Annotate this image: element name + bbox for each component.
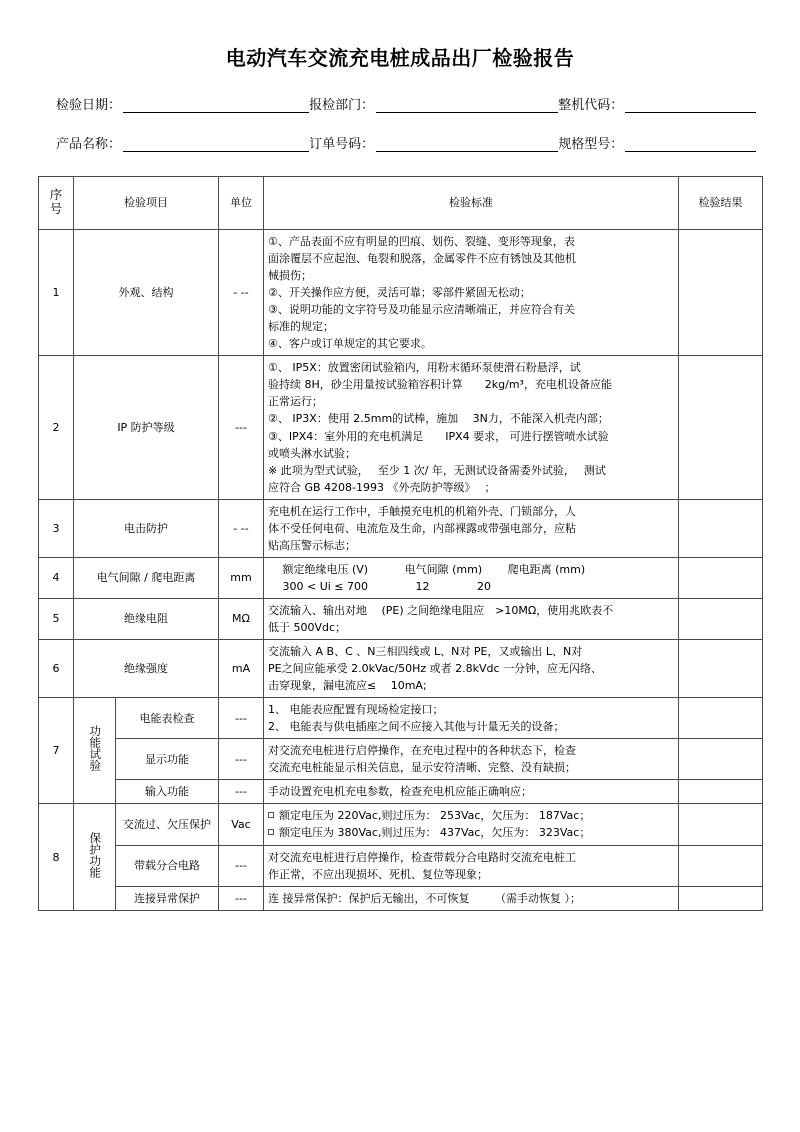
field-blank-line[interactable] bbox=[376, 137, 558, 152]
field-order-number[interactable] bbox=[309, 137, 558, 152]
subrow-unit: --- bbox=[219, 886, 264, 910]
subrow-item: 交流过、欠压保护 bbox=[116, 804, 219, 845]
meta-row-1 bbox=[56, 98, 756, 113]
row-standard bbox=[264, 499, 679, 557]
column-header-result: 检验结果 bbox=[679, 177, 763, 230]
standard-line: 标准的规定； bbox=[268, 320, 334, 334]
row-result[interactable] bbox=[679, 557, 763, 598]
subrow-unit: --- bbox=[219, 780, 264, 804]
subrow-result[interactable] bbox=[679, 780, 763, 804]
checkbox-label: 额定电压为 380Vac,则过压为： 437Vac，欠压为： 323Vac； bbox=[279, 826, 591, 840]
table-row bbox=[39, 780, 763, 804]
table-head bbox=[39, 177, 763, 230]
inspection-table bbox=[38, 176, 763, 911]
group-label-vertical: 保护功能 bbox=[88, 831, 103, 878]
row-number: 2 bbox=[39, 356, 74, 499]
row-standard bbox=[264, 230, 679, 356]
subrow-result[interactable] bbox=[679, 698, 763, 739]
standard-line: 1、 电能表应配置有现场检定接口； bbox=[268, 703, 444, 717]
row-item: 绝缘电阻 bbox=[74, 598, 219, 639]
table-row bbox=[39, 557, 763, 598]
subrow-unit: --- bbox=[219, 739, 264, 780]
standard-line: 充电机在运行工作中，手触摸充电机的机箱外壳、门锁部分，人 bbox=[268, 504, 576, 518]
row-unit: mm bbox=[219, 557, 264, 598]
row-unit: - -- bbox=[219, 230, 264, 356]
standard-line: 验持续 8H，砂尘用量按试验箱容积计算 2kg/m³，充电机设备应能 bbox=[268, 378, 612, 392]
subrow-standard bbox=[264, 886, 679, 910]
table-row bbox=[39, 804, 763, 845]
row-number: 4 bbox=[39, 557, 74, 598]
subrow-result[interactable] bbox=[679, 886, 763, 910]
checkbox-icon[interactable] bbox=[268, 829, 274, 835]
subrow-item: 显示功能 bbox=[116, 739, 219, 780]
field-inspection-date[interactable] bbox=[56, 98, 309, 113]
field-label: 检验日期： bbox=[56, 98, 122, 113]
table-row bbox=[39, 230, 763, 356]
standard-line: 交流输入 A B、C 、N三相四线或 L、N对 PE，又或输出 L、N对 bbox=[268, 645, 583, 659]
field-blank-line[interactable] bbox=[625, 137, 756, 152]
standard-line: PE之间应能承受 2.0kVac/50Hz 或者 2.8kVdc 一分钟，应无闪络、 bbox=[268, 662, 603, 676]
table-row bbox=[39, 499, 763, 557]
subrow-item: 带载分合电路 bbox=[116, 845, 219, 886]
standard-line: 低于 500Vdc； bbox=[268, 620, 347, 634]
field-product-name[interactable] bbox=[56, 137, 309, 152]
subrow-standard bbox=[264, 780, 679, 804]
inspection-table-wrapper bbox=[38, 176, 762, 911]
row-group-label bbox=[74, 698, 116, 804]
row-item: 绝缘强度 bbox=[74, 640, 219, 698]
standard-line: ③、IPX4：室外用的充电机满足 IPX4 要求， 可进行摆管喷水试验 bbox=[268, 429, 609, 443]
row-item: 电击防护 bbox=[74, 499, 219, 557]
row-result[interactable] bbox=[679, 640, 763, 698]
checkbox-line bbox=[268, 807, 674, 824]
subrow-unit: --- bbox=[219, 845, 264, 886]
row-result[interactable] bbox=[679, 598, 763, 639]
standard-line: 交流充电桩能显示相关信息，显示安符清晰、完整、没有缺损； bbox=[268, 761, 576, 775]
column-header-item: 检验项目 bbox=[74, 177, 219, 230]
field-label: 产品名称： bbox=[56, 137, 122, 152]
field-label: 规格型号： bbox=[558, 137, 624, 152]
standard-line: ④、客户或订单规定的其它要求。 bbox=[268, 337, 432, 351]
field-blank-line[interactable] bbox=[123, 98, 309, 113]
table-header-row bbox=[39, 177, 763, 230]
row-number: 8 bbox=[39, 804, 74, 910]
table-row bbox=[39, 845, 763, 886]
row-result[interactable] bbox=[679, 230, 763, 356]
row-number: 3 bbox=[39, 499, 74, 557]
row-standard bbox=[264, 640, 679, 698]
row-unit: mA bbox=[219, 640, 264, 698]
standard-line: ③、说明功能的文字符号及功能显示应清晰端正，并应符合有关 bbox=[268, 303, 575, 317]
row-unit: MΩ bbox=[219, 598, 264, 639]
standard-line: 连 接异常保护：保护后无输出，不可恢复 （需手动恢复 ）； bbox=[268, 891, 581, 905]
standard-line: 对交流充电桩进行启停操作，检查带载分合电路时交流充电桩工 bbox=[268, 850, 576, 864]
subrow-standard bbox=[264, 739, 679, 780]
column-header-standard: 检验标准 bbox=[264, 177, 679, 230]
row-number: 7 bbox=[39, 698, 74, 804]
table-body bbox=[39, 230, 763, 911]
subrow-item: 电能表检查 bbox=[116, 698, 219, 739]
table-row bbox=[39, 598, 763, 639]
column-header-unit: 单位 bbox=[219, 177, 264, 230]
checkbox-label: 额定电压为 220Vac,则过压为： 253Vac，欠压为： 187Vac； bbox=[279, 809, 591, 823]
field-model-spec[interactable] bbox=[558, 137, 756, 152]
row-number: 1 bbox=[39, 230, 74, 356]
table-row bbox=[39, 698, 763, 739]
standard-line: ①、产品表面不应有明显的凹痕、划伤、裂缝、变形等现象，表 bbox=[268, 235, 575, 248]
checkbox-icon[interactable] bbox=[268, 812, 274, 818]
subrow-item: 输入功能 bbox=[116, 780, 219, 804]
field-label: 订单号码： bbox=[309, 137, 375, 152]
standard-line: 对交流充电桩进行启停操作，在充电过程中的各种状态下，检查 bbox=[268, 744, 576, 758]
row-item: 外观、结构 bbox=[74, 230, 219, 356]
subrow-unit: Vac bbox=[219, 804, 264, 845]
standard-line: 体不受任何电荷、电流危及生命，内部裸露或带强电部分，应粘 bbox=[268, 521, 576, 535]
subrow-item: 连接异常保护 bbox=[116, 886, 219, 910]
field-machine-code[interactable] bbox=[558, 98, 756, 113]
standard-line: ②、开关操作应方便，灵活可靠；零部件紧固无松动； bbox=[268, 286, 531, 300]
meta-row-2 bbox=[56, 137, 756, 152]
table-row bbox=[39, 356, 763, 499]
subrow-standard bbox=[264, 698, 679, 739]
header-no-line2: 号 bbox=[49, 201, 63, 217]
subrow-standard bbox=[264, 845, 679, 886]
standard-line: 300 < Ui ≤ 700 12 20 bbox=[268, 579, 492, 593]
field-blank-line[interactable] bbox=[123, 137, 309, 152]
standard-line: 手动设置充电机充电参数，检查充电机应能正确响应； bbox=[268, 785, 532, 799]
standard-line: 械损伤； bbox=[268, 269, 312, 283]
row-standard bbox=[264, 356, 679, 499]
standard-line: 交流输入、输出对地 (PE) 之间绝缘电阻应 >10MΩ，使用兆欧表不 bbox=[268, 603, 614, 617]
row-result[interactable] bbox=[679, 356, 763, 499]
subrow-result[interactable] bbox=[679, 739, 763, 780]
standard-line: 2、 电能表与供电插座之间不应接入其他与计量无关的设备； bbox=[268, 720, 565, 734]
page-title: 电动汽车交流充电桩成品出厂检验报告 bbox=[225, 46, 575, 70]
standard-line: 击穿现象，漏电流应≤ 10mA; bbox=[268, 679, 427, 693]
standard-line: ※ 此项为型式试验， 至少 1 次/ 年，无测试设备需委外试验， 测试 bbox=[268, 463, 606, 477]
standard-line: 应符合 GB 4208-1993 《外壳防护等级》 ； bbox=[268, 480, 496, 494]
header-meta-block bbox=[0, 98, 800, 152]
subrow-result[interactable] bbox=[679, 845, 763, 886]
field-blank-line[interactable] bbox=[376, 98, 558, 113]
row-unit: --- bbox=[219, 356, 264, 499]
row-standard bbox=[264, 598, 679, 639]
standard-line: ①、 IP5X：放置密闭试验箱内，用粉末循环泵使滑石粉悬浮，试 bbox=[268, 361, 581, 375]
standard-line: 面涂覆层不应起泡、龟裂和脱落，金属零件不应有锈蚀及其他机 bbox=[268, 252, 576, 266]
subrow-unit: --- bbox=[219, 698, 264, 739]
standard-line: 正常运行； bbox=[268, 395, 323, 409]
subrow-standard bbox=[264, 804, 679, 845]
row-item: IP 防护等级 bbox=[74, 356, 219, 499]
standard-line: 作正常，不应出现损坏、死机、复位等现象； bbox=[268, 867, 488, 881]
standard-line: 或喷头淋水试验； bbox=[268, 446, 356, 460]
standard-line: 贴高压警示标志； bbox=[268, 538, 356, 552]
row-number: 5 bbox=[39, 598, 74, 639]
table-row bbox=[39, 886, 763, 910]
standard-line: 额定绝缘电压 (V) 电气间隙 (mm) 爬电距离 (mm) bbox=[268, 562, 586, 576]
table-row bbox=[39, 739, 763, 780]
field-reporting-department[interactable] bbox=[309, 98, 558, 113]
group-label-vertical: 功能试验 bbox=[88, 725, 103, 772]
field-label: 整机代码： bbox=[558, 98, 624, 113]
row-number: 6 bbox=[39, 640, 74, 698]
row-standard bbox=[264, 557, 679, 598]
field-label: 报检部门： bbox=[309, 98, 375, 113]
checkbox-line bbox=[268, 824, 674, 841]
subrow-result[interactable] bbox=[679, 804, 763, 845]
column-header-no bbox=[39, 177, 74, 230]
row-group-label bbox=[74, 804, 116, 910]
row-result[interactable] bbox=[679, 499, 763, 557]
header-no-line1: 序 bbox=[49, 186, 63, 202]
table-row bbox=[39, 640, 763, 698]
standard-line: ②、 IP3X：使用 2.5mm的试棒，施加 3N力，不能深入机壳内部； bbox=[268, 412, 609, 426]
row-item: 电气间隙 / 爬电距离 bbox=[74, 557, 219, 598]
field-blank-line[interactable] bbox=[625, 98, 756, 113]
row-unit: - -- bbox=[219, 499, 264, 557]
